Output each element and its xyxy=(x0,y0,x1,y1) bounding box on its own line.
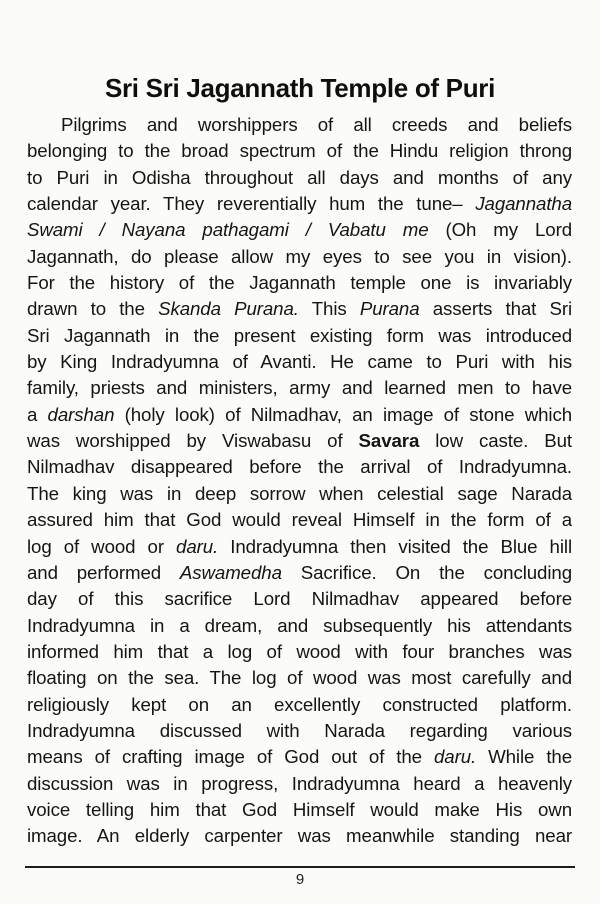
body-line: discussion was in progress, Indradyumna heard a heavenly xyxy=(27,772,572,794)
body-line: image. An elderly carpenter was meanwhile standing near xyxy=(27,825,572,847)
body-line: Nilmadhav disappeared before the arrival of Indradyumna. xyxy=(27,456,572,478)
body-line: The king was in deep sorrow when celestial sage Narada xyxy=(27,482,572,504)
page-number: 9 xyxy=(295,871,305,888)
body-line: drawn to the Skanda Purana. This Purana asserts that Sri xyxy=(27,298,572,320)
body-line: For the history of the Jagannath temple one is invariably xyxy=(27,272,572,294)
body-line: belonging to the broad spectrum of the Hindu religion throng xyxy=(27,140,572,162)
body-line: Pilgrims and worshippers of all creeds and beliefs xyxy=(61,114,572,135)
footer-rule xyxy=(25,866,575,868)
body-line: to Puri in Odisha throughout all days and months of any xyxy=(27,166,572,188)
body-line: Swami / Nayana pathagami / Vabatu me (Oh my Lord xyxy=(27,219,572,241)
body-line: log of wood or daru. Indradyumna then visited the Blue hill xyxy=(27,535,572,557)
body-line: a darshan (holy look) of Nilmadhav, an image of stone which xyxy=(27,403,572,425)
body-line: assured him that God would reveal Himself in the form of a xyxy=(27,509,572,531)
body-line: calendar year. They reverentially hum the tune– Jagannatha xyxy=(27,193,572,215)
body-line: and performed Aswamedha Sacrifice. On the concluding xyxy=(27,561,572,583)
body-line: Jagannath, do please allow my eyes to see you in vision). xyxy=(27,245,572,267)
body-line: voice telling him that God Himself would make His own xyxy=(27,798,572,820)
body-line: Sri Jagannath in the present existing form was introduced xyxy=(27,324,572,346)
body-line: day of this sacrifice Lord Nilmadhav appeared before xyxy=(27,588,572,610)
body-line: religiously kept on an excellently constructed platform. xyxy=(27,693,572,715)
body-line: floating on the sea. The log of wood was most carefully and xyxy=(27,667,572,689)
body-line: family, priests and ministers, army and learned men to have xyxy=(27,377,572,399)
body-line: informed him that a log of wood with four branches was xyxy=(27,640,572,662)
body-line: by King Indradyumna of Avanti. He came to Puri with his xyxy=(27,351,572,373)
body-line: means of crafting image of God out of the daru. While the xyxy=(27,746,572,768)
body-line: Indradyumna discussed with Narada regarding various xyxy=(27,719,572,741)
body-text xyxy=(27,112,572,850)
body-line: Indradyumna in a dream, and subsequently his attendants xyxy=(27,614,572,636)
page-title: Sri Sri Jagannath Temple of Puri xyxy=(104,73,496,104)
body-line: was worshipped by Viswabasu of Savara low caste. But xyxy=(27,430,572,452)
